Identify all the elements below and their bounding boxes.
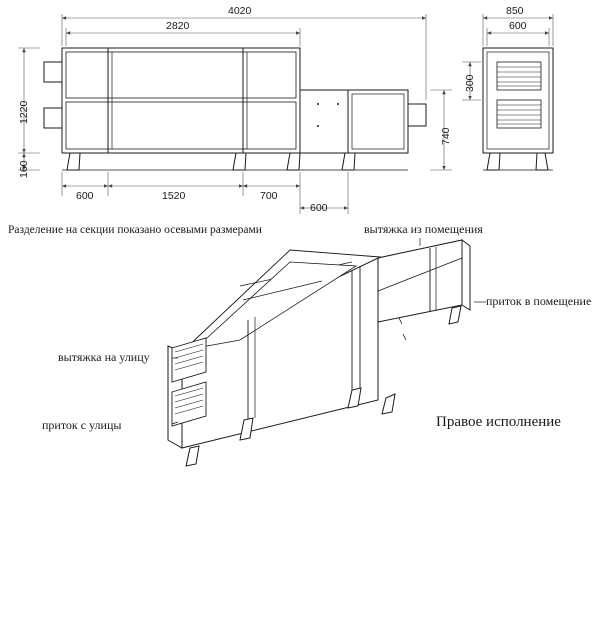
callout-exhaust-from-room: вытяжка из помещения (364, 222, 483, 236)
dim-height-right-block: 740 (440, 127, 452, 145)
section-note: Разделение на секции показано осевыми размерами (8, 224, 262, 236)
callout-exhaust-to-street: вытяжка на улицу (58, 350, 150, 364)
callout-supply-to-room: приток в помещение (486, 294, 592, 308)
handedness-label: Правое исполнение (436, 414, 561, 430)
dim-section-2: 1520 (162, 190, 186, 202)
dim-side-overall: 850 (506, 5, 524, 17)
dim-side-inner: 600 (509, 20, 527, 32)
dim-height-left: 1220 (18, 100, 30, 124)
side-view (483, 48, 553, 170)
dim-top-inner: 2820 (166, 20, 190, 32)
dim-height-base: 160 (18, 160, 30, 178)
front-view (44, 48, 426, 170)
callout-supply-from-street: приток с улицы (42, 418, 122, 432)
dim-side-height: 300 (464, 74, 476, 92)
dim-section-3: 700 (260, 190, 278, 202)
isometric-view (168, 240, 470, 466)
dim-section-4: 600 (310, 202, 328, 214)
dim-section-1: 600 (76, 190, 94, 202)
dim-top-overall: 4020 (228, 5, 252, 17)
